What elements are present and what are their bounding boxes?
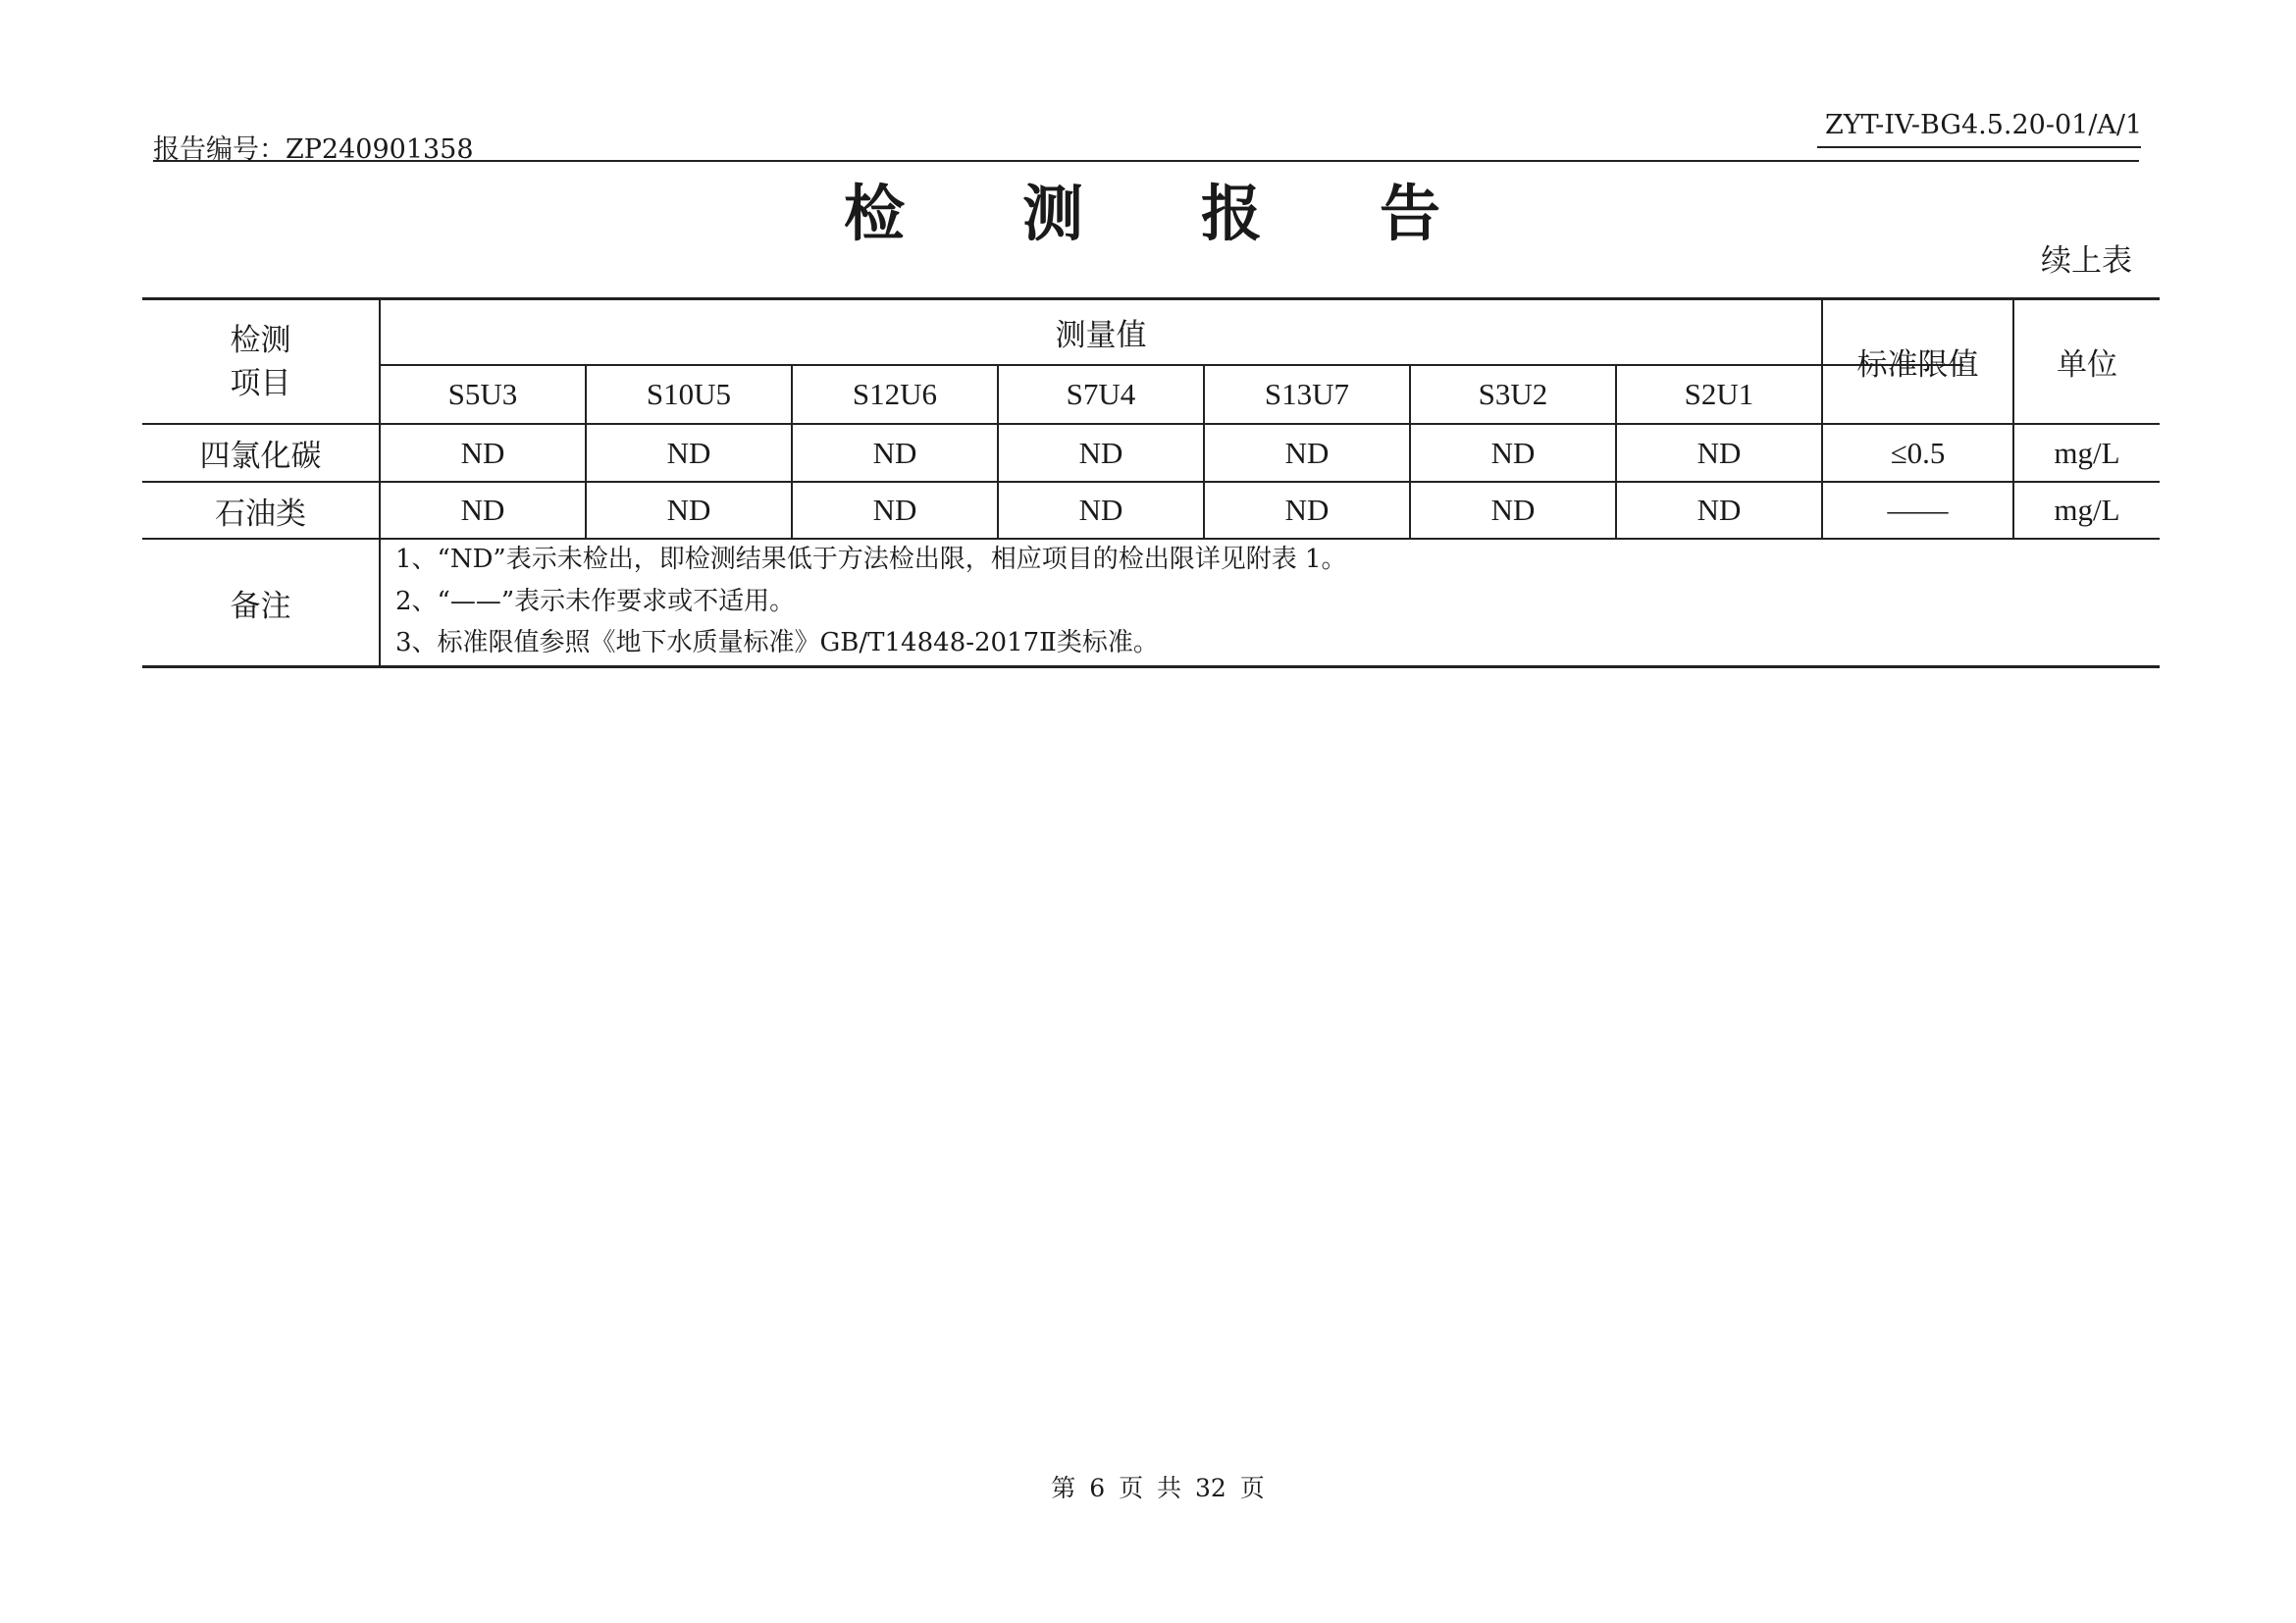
remark-line: 1、“ND”表示未检出，即检测结果低于方法检出限，相应项目的检出限详见附表 1。 [395, 545, 1347, 574]
row-value: ND [872, 435, 917, 470]
row-value: ND [1490, 493, 1536, 527]
sample-header: S5U3 [447, 377, 518, 411]
report-number-value: ZP240901358 [286, 134, 474, 165]
row-value: ND [872, 493, 917, 527]
row-unit: mg/L [2054, 435, 2120, 470]
row-value: ND [1078, 493, 1123, 527]
header-item-line1: 检测 [230, 322, 291, 358]
row-unit: mg/L [2054, 493, 2120, 527]
header-item-line2: 项目 [230, 365, 291, 401]
row-value: ND [666, 493, 711, 527]
remark-line: 3、标准限值参照《地下水质量标准》GB/T14848-2017Ⅱ类标准。 [395, 628, 1159, 657]
results-table [142, 297, 2160, 668]
page-number: 第 6 页 共 32 页 [1051, 1474, 1265, 1502]
row-limit: ≤0.5 [1890, 435, 1946, 470]
report-number-label: 报告编号： [153, 134, 286, 165]
row-value: ND [1078, 435, 1123, 470]
row-value: ND [460, 493, 505, 527]
remark-line: 2、“——”表示未作要求或不适用。 [395, 587, 796, 616]
row-value: ND [1490, 435, 1536, 470]
sample-header: S10U5 [646, 377, 732, 411]
sample-header: S3U2 [1478, 377, 1548, 411]
sample-header: S7U4 [1066, 377, 1136, 411]
header-item [142, 300, 379, 423]
row-value: ND [460, 435, 505, 470]
sample-header: S12U6 [852, 377, 938, 411]
form-code: ZYT-IV-BG4.5.20-01/A/1 [1825, 110, 2143, 140]
table-border-bottom [142, 665, 2160, 668]
remarks-label: 备注 [230, 588, 291, 624]
header-limit: 标准限值 [1856, 347, 1979, 383]
header-unit: 单位 [2057, 347, 2117, 383]
row-item: 石油类 [215, 496, 306, 532]
page-title: 检测报告 [844, 178, 1559, 249]
continued-label: 续上表 [2041, 243, 2132, 279]
row-value: ND [666, 435, 711, 470]
header-rule [153, 160, 2139, 162]
row-item: 四氯化碳 [199, 439, 322, 474]
row-value: ND [1696, 493, 1742, 527]
sample-header: S2U1 [1684, 377, 1754, 411]
header-rule-right [1817, 146, 2141, 148]
row-value: ND [1284, 435, 1330, 470]
header-measured: 测量值 [1055, 318, 1147, 353]
row-value: ND [1284, 493, 1330, 527]
row-value: ND [1696, 435, 1742, 470]
sample-header: S13U7 [1264, 377, 1350, 411]
row-limit: —— [1887, 493, 1949, 527]
